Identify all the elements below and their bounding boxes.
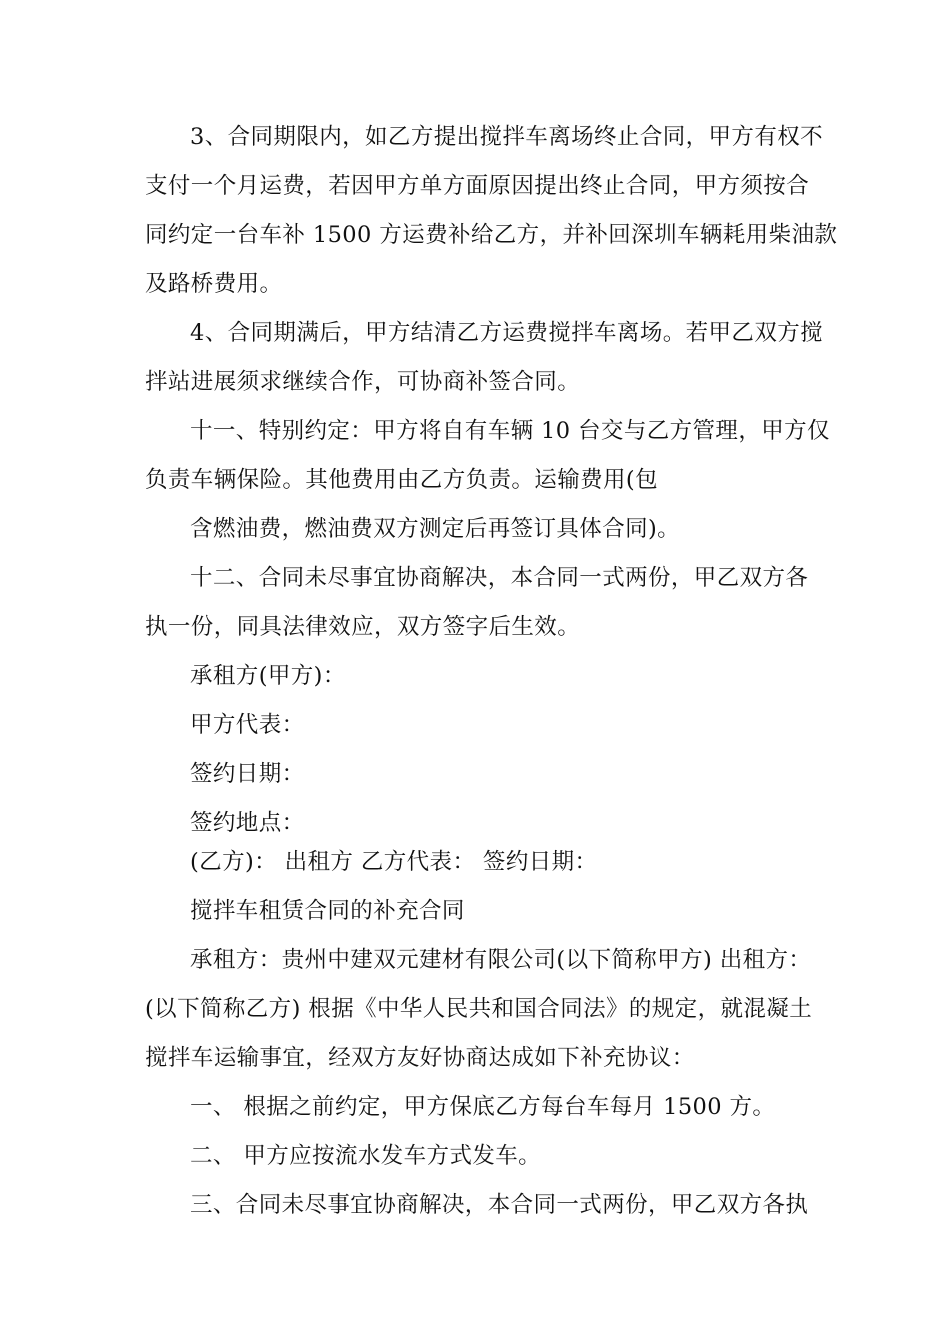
supplement-item-3: 三、合同未尽事宜协商解决，本合同一式两份，甲乙双方各执 xyxy=(190,1192,809,1218)
clause-11-line-1: 十一、特别约定：甲方将自有车辆 10 台交与乙方管理，甲方仅 xyxy=(190,418,830,444)
lessee-signature-label: 承租方(甲方)： xyxy=(190,663,346,689)
supplement-title: 搅拌车租赁合同的补充合同 xyxy=(190,898,465,924)
clause-3-line-1: 3、合同期限内，如乙方提出搅拌车离场终止合同，甲方有权不 xyxy=(190,124,824,150)
supplement-intro-line-1: 承租方：贵州中建双元建材有限公司(以下简称甲方) 出租方： xyxy=(190,947,812,973)
supplement-item-1: 一、 根据之前约定，甲方保底乙方每台车每月 1500 方。 xyxy=(190,1094,776,1120)
signing-date-label: 签约日期： xyxy=(190,761,305,787)
clause-12-line-1: 十二、合同未尽事宜协商解决，本合同一式两份，甲乙双方各 xyxy=(190,565,809,591)
party-b-signature-line: (乙方)： 出租方 乙方代表： 签约日期： xyxy=(190,849,598,875)
supplement-item-2: 二、 甲方应按流水发车方式发车。 xyxy=(190,1143,542,1169)
supplement-intro-line-2: (以下简称乙方) 根据《中华人民共和国合同法》的规定，就混凝土 xyxy=(145,996,813,1022)
clause-4-line-2: 拌站进展须求继续合作，可协商补签合同。 xyxy=(145,369,581,395)
party-a-representative-label: 甲方代表： xyxy=(190,712,305,738)
clause-11-line-3: 含燃油费，燃油费双方测定后再签订具体合同)。 xyxy=(190,516,681,542)
clause-12-line-2: 执一份，同具法律效应，双方签字后生效。 xyxy=(145,614,581,640)
clause-11-line-2: 负责车辆保险。其他费用由乙方负责。运输费用(包 xyxy=(145,467,658,493)
clause-3-line-2: 支付一个月运费，若因甲方单方面原因提出终止合同，甲方须按合 xyxy=(145,173,810,199)
clause-3-line-4: 及路桥费用。 xyxy=(145,271,283,297)
supplement-intro-line-3: 搅拌车运输事宜，经双方友好协商达成如下补充协议： xyxy=(145,1045,695,1071)
clause-3-line-3: 同约定一台车补 1500 方运费补给乙方，并补回深圳车辆耗用柴油款 xyxy=(145,222,838,248)
signing-place-label: 签约地点： xyxy=(190,810,305,836)
clause-4-line-1: 4、合同期满后，甲方结清乙方运费搅拌车离场。若甲乙双方搅 xyxy=(190,320,824,346)
